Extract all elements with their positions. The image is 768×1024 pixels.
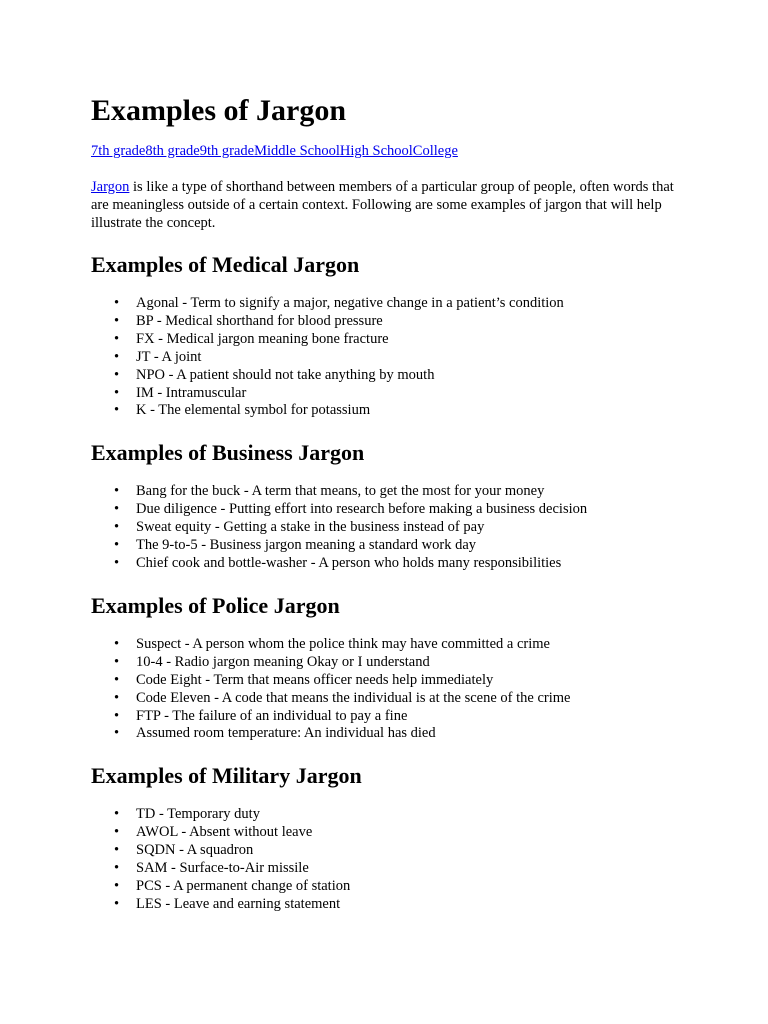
article [91, 94, 731, 934]
grade-link-high-school[interactable]: High School [339, 143, 413, 159]
list-item: • Code Eleven - A code that means the individual is at the scene of the crime [136, 690, 731, 708]
intro-text: is like a type of shorthand between members of a particular group of people, often words that are meaningless outside of a certain context. Following are some examples of jargon that will help illustrate the concept. [91, 179, 674, 231]
jargon-list [91, 483, 731, 573]
grade-link-college[interactable]: College [412, 143, 458, 159]
jargon-list [91, 295, 731, 420]
list-item: • Sweat equity - Getting a stake in the business instead of pay [136, 519, 731, 537]
list-item: • IM - Intramuscular [136, 385, 731, 403]
jargon-list [91, 806, 731, 913]
list-item: • Chief cook and bottle-washer - A person who holds many responsibilities [136, 555, 731, 573]
list-item: • Bang for the buck - A term that means, to get the most for your money [136, 483, 731, 501]
list-item: • NPO - A patient should not take anything by mouth [136, 367, 731, 385]
section-heading: Examples of Military Jargon [91, 763, 362, 789]
list-item: • Code Eight - Term that means officer needs help immediately [136, 672, 731, 690]
section-heading: Examples of Medical Jargon [91, 252, 360, 277]
list-item: • Suspect - A person whom the police think may have committed a crime [136, 636, 731, 654]
list-item: • FTP - The failure of an individual to pay a fine [136, 708, 731, 726]
list-item: • Agonal - Term to signify a major, negative change in a patient’s condition [136, 295, 731, 313]
list-item: • Due diligence - Putting effort into research before making a business decision [136, 501, 731, 519]
grade-link-9th[interactable]: 9th grade [199, 143, 255, 159]
section-medical-jargon [91, 252, 731, 420]
section-heading: Examples of Business Jargon [91, 440, 365, 466]
page-title: Examples of Jargon [91, 94, 346, 127]
jargon-list [91, 636, 731, 743]
list-item: • SAM - Surface-to-Air missile [136, 860, 731, 878]
list-item: • FX - Medical jargon meaning bone fracture [136, 331, 731, 349]
jargon-sections [91, 252, 731, 914]
list-item: • K - The elemental symbol for potassium [136, 402, 731, 420]
list-item: • BP - Medical shorthand for blood pressure [136, 313, 731, 331]
list-item: • TD - Temporary duty [136, 806, 731, 824]
grade-link-middle-school[interactable]: Middle School [254, 143, 340, 159]
list-item: • JT - A joint [136, 349, 731, 367]
list-item: • The 9-to-5 - Business jargon meaning a standard work day [136, 537, 731, 555]
section-police-jargon [91, 593, 731, 743]
list-item: • Assumed room temperature: An individual has died [136, 725, 731, 743]
intro-paragraph [91, 178, 681, 232]
section-military-jargon [91, 763, 731, 913]
grade-link-7th[interactable]: 7th grade [91, 143, 146, 159]
list-item: • PCS - A permanent change of station [136, 878, 731, 896]
list-item: • AWOL - Absent without leave [136, 824, 731, 842]
section-business-jargon [91, 440, 731, 573]
section-heading: Examples of Police Jargon [91, 592, 340, 618]
list-item: • LES - Leave and earning statement [136, 896, 731, 914]
list-item: • SQDN - A squadron [136, 842, 731, 860]
list-item: • 10-4 - Radio jargon meaning Okay or I understand [136, 654, 731, 672]
grade-level-links [91, 142, 731, 160]
jargon-link[interactable]: Jargon [91, 179, 130, 195]
grade-link-8th[interactable]: 8th grade [145, 143, 200, 159]
